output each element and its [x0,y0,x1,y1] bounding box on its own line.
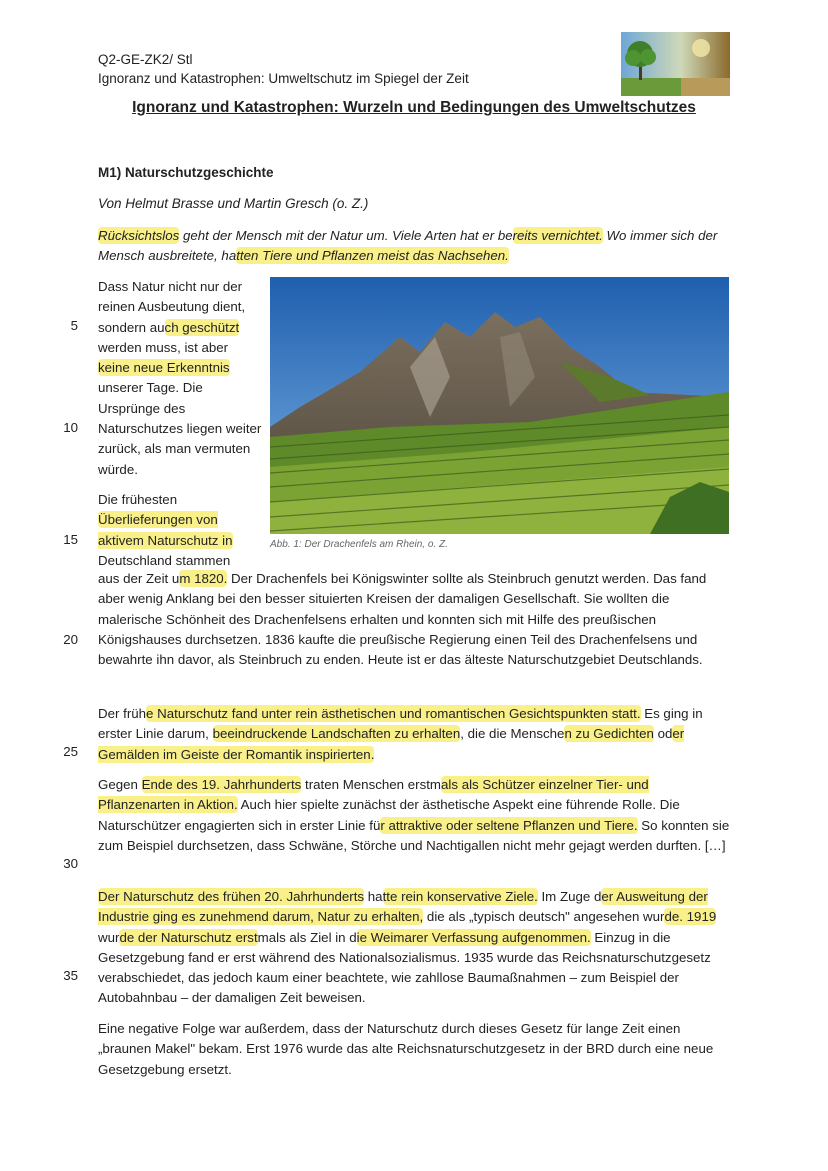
document-title: Ignoranz und Katastrophen: Wurzeln und Bedingungen des Umweltschutzes [132,99,696,116]
highlighted-text: keine neue Erkenntnis [98,360,230,376]
highlighted-text: Der Naturschutz des frühen 20. Jahrhunderts [98,889,365,904]
text-segment: Eine negative Folge war außerdem, dass der Naturschutz durch dieses Gesetz für lange Zeit einen „braunen Makel" bekam. Erst 1976 wurde das alte Reichsnaturschutzgesetz in der BRD durch eine neue Gesetzgebung ersetzt. [98,1021,714,1077]
highlighted-text: er Ausweitung der Industrie ging es zunehmend darum, Natur zu erhalten, [98,889,708,925]
highlighted-text: n zu Gedichten [564,726,654,742]
text-segment: Die frühesten [98,492,178,507]
highlighted-text: de der Naturschutz erst [119,929,258,945]
line-number-15: 15 [63,532,78,547]
section-heading: M1) Naturschutzgeschichte [98,165,274,180]
text-segment: Der früh [98,706,147,721]
course-topic: Ignoranz und Katastrophen: Umweltschutz im Spiegel der Zeit [98,71,469,86]
text-segment: Dass Natur nicht nur der reinen Ausbeutung dient, sondern au [98,279,246,335]
text-segment: mals als Ziel in d [257,929,357,945]
line-number-30: 30 [63,856,78,871]
paragraph-romantik [98,704,734,765]
column-paragraph-2 [98,490,263,571]
author-line: Von Helmut Brasse und Martin Gresch (o. Z.) [98,196,369,211]
text-segment: Im Zuge d [537,889,602,904]
text-segment: , die die Mensche [460,726,565,742]
line-number-5: 5 [70,318,78,333]
text-segment: aus der Zeit u [98,571,180,586]
drachenfels-photo [270,277,729,534]
paragraph-drachenfels [98,569,734,670]
line-number-10: 10 [63,420,78,435]
text-segment: wur [98,929,120,945]
highlighted-text: ie Weimarer Verfassung aufgenommen. [356,929,591,945]
highlighted-text: Rücksichtslos [98,228,180,243]
paragraph-20-jahrhundert [98,887,734,1009]
highlighted-text: Überlieferungen von aktivem Naturschutz in [98,512,233,548]
highlighted-text: tte rein konservative Ziele. [382,889,538,904]
text-segment: traten Menschen erstm [301,777,441,792]
intro-paragraph [98,226,734,267]
column-paragraph-1 [98,277,263,480]
paragraph-brauner-makel [98,1019,734,1080]
highlighted-text: reits vernichtet. [512,228,603,243]
line-number-35: 35 [63,968,78,983]
highlighted-text: Ende des 19. Jahrhunderts [141,777,302,792]
highlighted-text: tten Tiere und Pflanzen meist das Nachsehen. [236,248,509,264]
highlighted-text: ch geschützt [164,319,240,335]
text-segment: werden muss, ist aber [98,339,229,355]
highlighted-text: als als Schützer einzelner Tier- und Pflanzenarten in Aktion. [98,777,649,813]
text-segment: Gegen [98,777,142,792]
course-code: Q2-GE-ZK2/ Stl [98,52,193,67]
text-segment: Deutschland stammen [98,552,231,568]
highlighted-text: beeindruckende Landschaften zu erhalten [212,726,461,742]
figure-caption: Abb. 1: Der Drachenfels am Rhein, o. Z. [270,539,448,550]
text-segment: od [653,726,673,742]
text-segment: die als „typisch deutsch" angesehen wur [423,909,665,925]
text-segment: Der Drachenfels bei Königswinter sollte als Steinbruch genutzt werden. Das fand aber wenig Anklang bei den besser situierten Kreisen der damaligen Gesellschaft. Sie wollten die malerische Schönheit des Drachenfelsens erhalten und konnten sich mit Hilfe des preußischen Königshauses durchsetzen. 1836 kaufte die preußische Regierung einen Teil des Drachenfelsens und bewahrte ihn davor, als Steinbruch zu enden. Heute ist er das älteste Naturschutzgebiet Deutschlands. [98,571,707,668]
line-number-25: 25 [63,744,78,759]
highlighted-text: er Gemälden im Geiste der Romantik inspirierten. [98,726,685,762]
text-segment: Einzug in die Gesetzgebung fand er erst während des Nationalsozialismus. 1935 wurde das Reichsnaturschutzgesetz verabschiedet, das jedoch kaum einer beachtete, wie zahllose Baumaßnahmen – zum Beispiel der Autobahnbau – der damaligen Zeit beweisen. [98,929,711,1006]
text-segment: Wo immer sich der Mensch ausbreitete, ha [98,228,718,264]
highlighted-text: r attraktive oder seltene Pflanzen und Tiere. [380,817,638,833]
paragraph-19-jahrhundert [98,775,734,856]
text-segment: Auch hier spielte zunächst der ästhetische Aspekt eine führende Rolle. Die Naturschützer engagierten sich in erster Linie fü [98,797,680,833]
header-tree-image [621,32,730,96]
line-number-20: 20 [63,632,78,647]
text-segment: geht der Mensch mit der Natur um. Viele Arten hat er be [179,228,513,243]
text-segment: Es ging in erster Linie darum, [98,706,703,742]
highlighted-text: m 1820. [179,571,228,586]
text-segment: ha [364,889,383,904]
highlighted-text: e Naturschutz fand unter rein ästhetischen und romantischen Gesichtspunkten statt. [146,706,641,721]
text-segment: unserer Tage. Die Ursprünge des Naturschutzes liegen weiter zurück, als man vermuten würde. [98,380,262,477]
text-segment: So konnten sie zum Beispiel durchsetzen, dass Schwäne, Störche und Nachtigallen nicht mehr gejagt werden durften. […] [98,817,730,853]
highlighted-text: de. 1919 [664,909,717,925]
